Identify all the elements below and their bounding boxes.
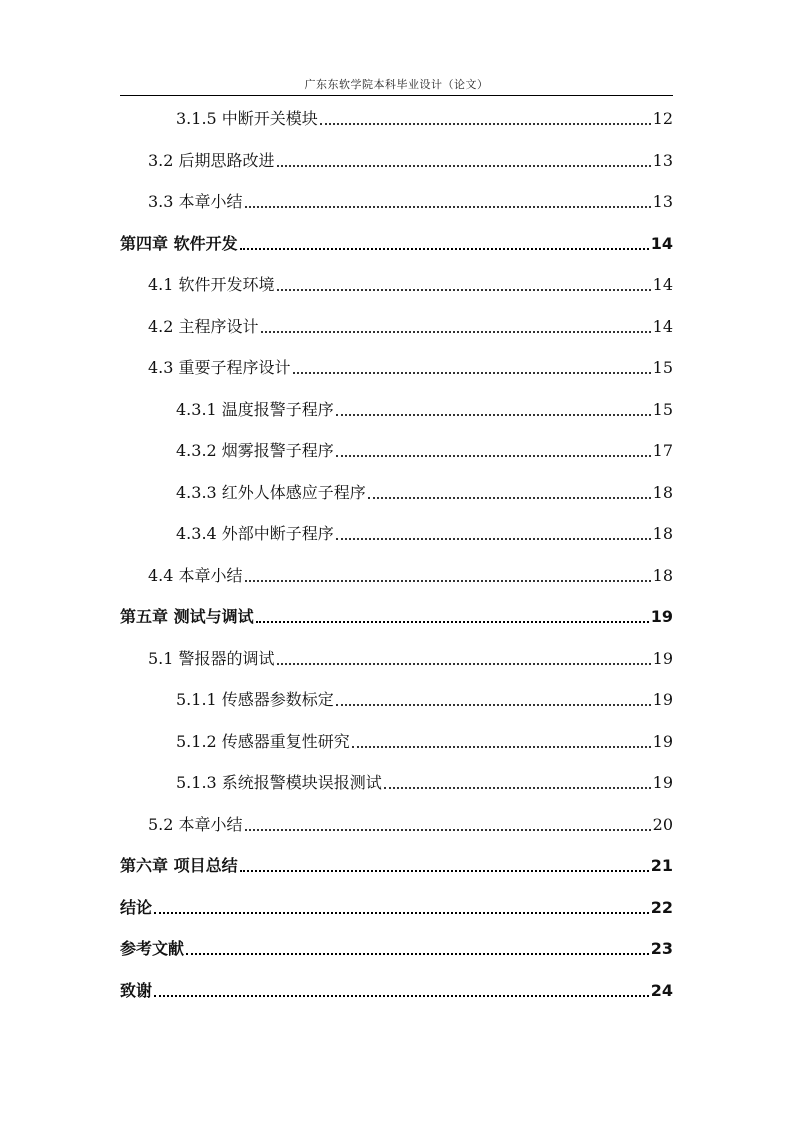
toc-entry-title: 3.3 本章小结 (148, 192, 243, 211)
toc-entry[interactable] (176, 105, 673, 129)
toc-leader (352, 746, 651, 748)
toc-leader (245, 580, 651, 582)
toc-entry-page: 13 (652, 150, 673, 170)
toc-entry-title: 5.1.3 系统报警模块误报测试 (176, 773, 382, 792)
toc-entry-title: 第四章 软件开发 (120, 233, 238, 253)
toc-entry[interactable] (120, 603, 673, 627)
toc-entry-title: 4.3.3 红外人体感应子程序 (176, 482, 366, 502)
toc-entry[interactable] (120, 977, 673, 1001)
toc-entry-page: 18 (652, 524, 673, 543)
toc-leader (336, 704, 651, 706)
toc-entry-title: 5.2 本章小结 (148, 814, 243, 834)
toc-entry-page: 14 (652, 316, 673, 336)
toc-leader (277, 289, 651, 291)
toc-entry-title: 5.1.2 传感器重复性研究 (176, 731, 350, 751)
toc-entry-page: 17 (652, 441, 673, 460)
toc-entry[interactable] (176, 437, 673, 461)
toc-leader (186, 953, 649, 955)
toc-entry-title: 3.2 后期思路改进 (148, 150, 275, 170)
toc-entry[interactable] (148, 354, 673, 378)
toc-leader (277, 663, 651, 665)
toc-entry-page: 13 (652, 192, 673, 211)
toc-leader (384, 787, 651, 789)
toc-entry-title: 4.3 重要子程序设计 (148, 358, 291, 377)
toc-entry-page: 18 (652, 482, 673, 502)
toc-entry-page: 20 (652, 814, 673, 834)
toc-entry-title: 结论 (120, 897, 153, 917)
toc-entry-title: 第五章 测试与调试 (120, 607, 254, 626)
toc-leader (240, 248, 649, 250)
toc-entry-title: 4.2 主程序设计 (148, 316, 259, 336)
toc-entry-title: 5.1.1 传感器参数标定 (176, 690, 334, 709)
toc-entry-title: 4.3.2 烟雾报警子程序 (176, 441, 334, 460)
toc-entry-page: 19 (652, 773, 673, 792)
toc-entry-title: 参考文献 (120, 939, 185, 958)
toc-entry-page: 14 (650, 233, 673, 253)
toc-leader (336, 538, 651, 540)
toc-entry[interactable] (148, 271, 673, 295)
toc-entry-page: 19 (652, 731, 673, 751)
toc-leader (256, 621, 649, 623)
toc-entry-page: 19 (650, 607, 673, 626)
toc-entry-title: 5.1 警报器的调试 (148, 648, 275, 668)
toc-entry-page: 24 (650, 980, 673, 1000)
toc-leader (336, 455, 651, 457)
toc-entry[interactable] (148, 313, 673, 337)
toc-entry[interactable] (148, 188, 673, 212)
toc-entry-title: 第六章 项目总结 (120, 856, 238, 875)
toc-leader (320, 123, 651, 125)
toc-leader (336, 414, 651, 416)
toc-entry-page: 19 (652, 690, 673, 709)
toc-entry-title: 4.3.4 外部中断子程序 (176, 524, 334, 543)
toc-entry-page: 15 (652, 399, 673, 419)
toc-entry-title: 致谢 (120, 980, 153, 1000)
toc-entry-page: 23 (650, 939, 673, 958)
toc-entry[interactable] (120, 230, 673, 254)
toc-entry-title: 4.3.1 温度报警子程序 (176, 399, 334, 419)
toc-entry[interactable] (176, 686, 673, 710)
toc-entry[interactable] (176, 479, 673, 503)
toc-leader (368, 497, 651, 499)
toc-entry[interactable] (176, 728, 673, 752)
toc-entry[interactable] (176, 520, 673, 544)
toc-leader (245, 206, 651, 208)
toc-entry-page: 21 (650, 856, 673, 875)
toc-leader (154, 912, 649, 914)
toc-entry-page: 14 (652, 275, 673, 294)
toc-entry-page: 18 (652, 565, 673, 585)
toc-entry[interactable] (176, 396, 673, 420)
toc-entry-title: 4.4 本章小结 (148, 565, 243, 585)
toc-entry[interactable] (148, 562, 673, 586)
toc-entry[interactable] (148, 147, 673, 171)
toc-leader (245, 829, 651, 831)
toc-entry[interactable] (120, 852, 673, 876)
toc-leader (293, 372, 651, 374)
toc-entry-page: 12 (652, 109, 673, 128)
toc-entry-page: 15 (652, 358, 673, 377)
toc-entry[interactable] (176, 769, 673, 793)
page-header: 广东东软学院本科毕业设计（论文） (304, 78, 489, 91)
toc-entry-page: 19 (652, 648, 673, 668)
toc-entry[interactable] (120, 894, 673, 918)
toc-leader (261, 331, 651, 333)
toc-leader (277, 165, 651, 167)
toc-entry-title: 3.1.5 中断开关模块 (176, 109, 318, 128)
toc-entry-title: 4.1 软件开发环境 (148, 275, 275, 294)
toc-entry[interactable] (120, 935, 673, 959)
toc-entry[interactable] (148, 811, 673, 835)
toc-entry[interactable] (148, 645, 673, 669)
toc-entry-page: 22 (650, 897, 673, 917)
toc-leader (154, 995, 649, 997)
toc-leader (240, 870, 649, 872)
header-rule (120, 95, 673, 96)
